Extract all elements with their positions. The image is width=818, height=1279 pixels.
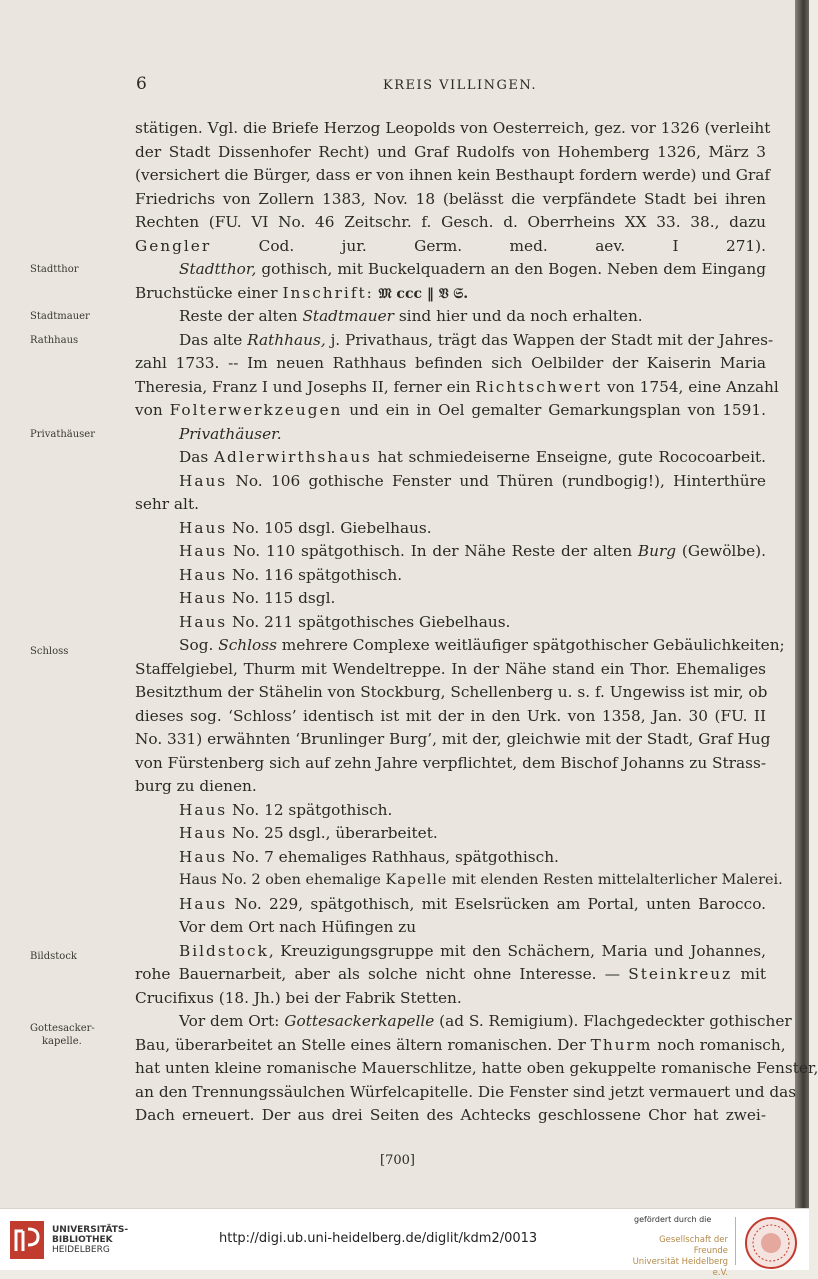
viewer-footer bbox=[0, 1208, 809, 1278]
permalink-url[interactable]: http://digi.ub.uni-heidelberg.de/diglit/kdm2/0013 bbox=[219, 1231, 538, 1246]
text-line: Das Adlerwirthshaus hat schmiedeiserne Enseigne, gute Rococoarbeit. bbox=[179, 448, 766, 466]
margin-note-rathhaus: Rathhaus bbox=[30, 335, 79, 346]
margin-note-stadtthor: Stadtthor bbox=[30, 264, 79, 275]
text-line: Das alte Rathhaus, j. Privathaus, trägt das Wappen der Stadt mit der Jahres- bbox=[179, 330, 774, 349]
text-line: zahl 1733. -- Im neuen Rathhaus befinden sich Oelbilder der Kaiserin Maria bbox=[135, 354, 766, 372]
text-line: Haus No. 110 spätgothisch. In der Nähe Reste der alten Burg (Gewölbe). bbox=[179, 542, 766, 560]
text-line: dieses sog. ‘Schloss’ identisch ist mit der in den Urk. von 1358, Jan. 30 (FU. II bbox=[135, 706, 766, 725]
text-line: Sog. Schloss mehrere Complexe weitläufiger spätgothischer Gebäulichkeiten; bbox=[179, 636, 785, 654]
text-line: Haus No. 2 oben ehemalige Kapelle mit elenden Resten mittelalterlicher Malerei. bbox=[179, 872, 783, 888]
text-line: Bildstock, Kreuzigungsgruppe mit den Schächern, Maria und Johannes, bbox=[179, 941, 766, 960]
text-line: rohe Bauernarbeit, aber als solche nicht ohne Interesse. — Steinkreuz mit bbox=[135, 965, 766, 983]
text-line: von Fürstenberg sich auf zehn Jahre verpflichtet, dem Bischof Johanns zu Strass- bbox=[135, 753, 766, 772]
text-line: der Stadt Dissenhofer Recht) und Graf Rudolfs von Hohemberg 1326, März 3 bbox=[135, 142, 766, 161]
body-text bbox=[135, 117, 818, 1128]
text-line: Rechten (FU. VI No. 46 Zeitschr. f. Gesch. d. Oberrheins XX 33. 38., dazu bbox=[135, 213, 766, 231]
text-line: an den Trennungssäulchen Würfelcapitelle. Die Fenster sind jetzt vermauert und das bbox=[135, 1082, 797, 1101]
text-line: Bau, überarbeitet an Stelle eines ältern romanischen. Der Thurm noch romanisch, bbox=[135, 1035, 786, 1054]
text-line: sehr alt. bbox=[135, 495, 199, 513]
text-line: Friedrichs von Zollern 1383, Nov. 18 (belässt die verpfändete Stadt bei ihren bbox=[135, 189, 766, 208]
funded-by-label: gefördert durch die bbox=[634, 1215, 712, 1224]
text-line: Dach erneuert. Der aus drei Seiten des Achtecks geschlossene Chor hat zwei- bbox=[135, 1106, 766, 1124]
page-header bbox=[0, 74, 795, 98]
text-line: Gengler Cod. jur. Germ. med. aev. I 271). bbox=[135, 236, 766, 255]
text-line: Haus No. 12 spätgothisch. bbox=[179, 800, 393, 819]
margin-note-gottesacker: Gottesacker- kapelle. bbox=[30, 1023, 95, 1047]
margin-note-bildstock: Bildstock bbox=[30, 951, 77, 962]
text-line: Haus No. 105 dsgl. Giebelhaus. bbox=[179, 518, 432, 537]
text-line: hat unten kleine romanische Mauerschlitze, hatte oben gekuppelte romanische Fenster, bbox=[135, 1059, 818, 1077]
text-line: Stadtthor, gothisch, mit Buckelquadern an den Bogen. Neben dem Eingang bbox=[179, 260, 766, 278]
text-line: Crucifixus (18. Jh.) bei der Fabrik Stetten. bbox=[135, 988, 462, 1007]
text-line: Staffelgiebel, Thurm mit Wendeltreppe. In der Nähe stand ein Thor. Ehemaliges bbox=[135, 659, 766, 678]
margin-note-schloss: Schloss bbox=[30, 646, 69, 657]
text-line: Vor dem Ort: Gottesackerkapelle (ad S. Remigium). Flachgedeckter gothischer bbox=[179, 1012, 792, 1030]
page-edge bbox=[795, 0, 809, 1208]
text-line: Haus No. 211 spätgothisches Giebelhaus. bbox=[179, 612, 511, 631]
text-line: Privathäuser. bbox=[179, 424, 282, 443]
inscription-blackletter: 𝔐 ccc ‖ 𝔙 𝔖. bbox=[378, 285, 469, 302]
text-line: Theresia, Franz I und Josephs II, ferner ein Richtschwert von 1754, eine Anzahl bbox=[135, 377, 779, 396]
text-line: Vor dem Ort nach Hüfingen zu bbox=[179, 918, 417, 936]
university-library-logo-icon bbox=[10, 1221, 44, 1259]
running-head: KREIS VILLINGEN. bbox=[383, 78, 538, 93]
text-line: von Folterwerkzeugen und ein in Oel gemalter Gemarkungsplan von 1591. bbox=[135, 401, 766, 419]
text-line: Reste der alten Stadtmauer sind hier und da noch erhalten. bbox=[179, 307, 643, 325]
text-line: Haus No. 7 ehemaliges Rathhaus, spätgothisch. bbox=[179, 847, 559, 866]
university-seal-icon bbox=[744, 1216, 798, 1270]
margin-note-stadtmauer: Stadtmauer bbox=[30, 311, 90, 322]
text-line: Bruchstücke einer Inschrift: 𝔐 ccc ‖ 𝔙 𝔖. bbox=[135, 283, 469, 302]
text-line: Besitzthum der Stähelin von Stockburg, Schellenberg u. s. f. Ungewiss ist mir, ob bbox=[135, 683, 768, 701]
page-number: 6 bbox=[136, 74, 147, 94]
text-line: (versichert die Bürger, dass er von ihnen kein Besthaupt fordern werde) und Graf bbox=[135, 166, 771, 184]
footer-divider bbox=[735, 1217, 736, 1265]
society-name: Gesellschaft der Freunde Universität Heidelberg e.V. bbox=[632, 1235, 728, 1278]
text-line: Haus No. 25 dsgl., überarbeitet. bbox=[179, 824, 438, 842]
text-line: stätigen. Vgl. die Briefe Herzog Leopolds von Oesterreich, gez. vor 1326 (verleiht bbox=[135, 119, 771, 137]
folio-number: [700] bbox=[380, 1153, 415, 1168]
text-line: No. 331) erwähnten ‘Brunlinger Burg’, mit der, gleichwie mit der Stadt, Graf Hug bbox=[135, 730, 771, 748]
text-line: Haus No. 115 dsgl. bbox=[179, 589, 336, 607]
text-line: Haus No. 229, spätgothisch, mit Eselsrücken am Portal, unten Barocco. bbox=[179, 894, 766, 913]
text-line: burg zu dienen. bbox=[135, 777, 257, 795]
text-line: Haus No. 116 spätgothisch. bbox=[179, 565, 403, 584]
margin-note-privathaeuser: Privathäuser bbox=[30, 429, 96, 440]
library-name: UNIVERSITÄTS- BIBLIOTHEK HEIDELBERG bbox=[52, 1225, 129, 1255]
text-line: Haus No. 106 gothische Fenster und Thüren (rundbogig!), Hinterthüre bbox=[179, 471, 766, 490]
